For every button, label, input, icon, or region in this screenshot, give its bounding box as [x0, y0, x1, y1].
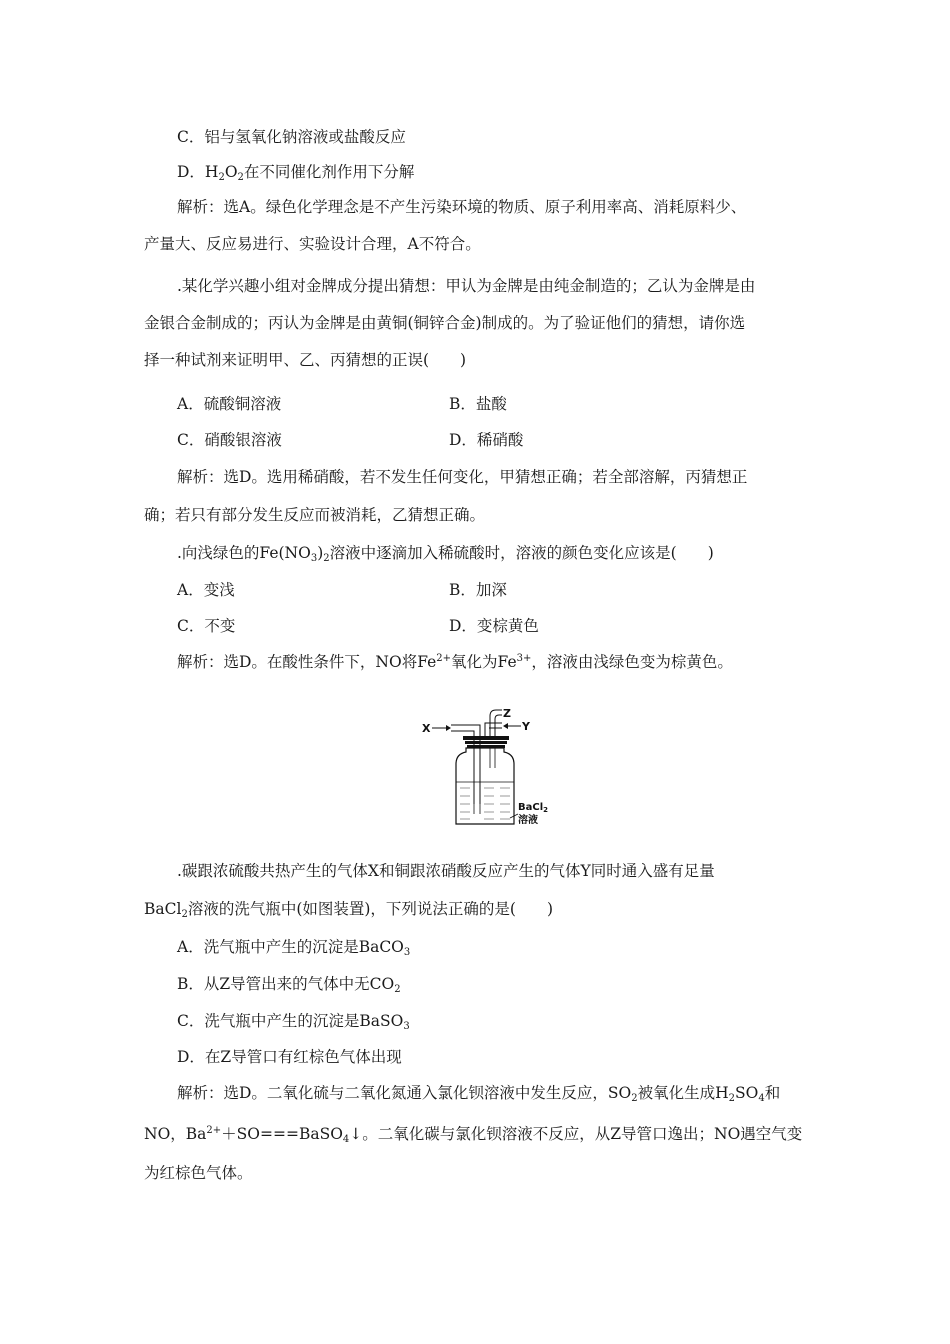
analysis-line: 解析：选D。在酸性条件下，NO将$Fe^{2+}$氧化为$Fe^{3+}$，溶液由浅绿色变为棕黄色。 [177, 653, 733, 671]
option-d: D．稀硝酸 [449, 431, 524, 449]
label-z: Z [503, 707, 511, 720]
analysis-line: 解析：选D。选用稀硝酸，若不发生任何变化，甲猜想正确；若全部溶解，丙猜想正 [177, 468, 748, 486]
question-stem: .某化学兴趣小组对金牌成分提出猜想：甲认为金牌是由纯金制造的；乙认为金牌是由 [177, 277, 756, 295]
analysis-line: 确；若只有部分发生反应而被消耗，乙猜想正确。 [144, 506, 486, 524]
label-y: Y [522, 720, 530, 733]
label-solution: 溶液 [518, 815, 538, 826]
label-reagent: BaCl$_2$ [518, 802, 549, 814]
option-c: C．铝与氢氧化钠溶液或盐酸反应 [177, 128, 406, 146]
question-stem: 择一种试剂来证明甲、乙、丙猜想的正误( ) [144, 351, 467, 369]
option-d: D．变棕黄色 [449, 617, 539, 635]
question-stem: .碳跟浓硫酸共热产生的气体X和铜跟浓硝酸反应产生的气体Y同时通入盛有足量 [177, 862, 715, 880]
option-b: B．盐酸 [449, 395, 507, 413]
analysis-line: NO，$Ba^{2+}+SO===BaSO_4↓$。二氧化碳与氯化钡溶液不反应，从Z导管口逸出；NO遇空气变 [144, 1125, 803, 1145]
analysis-line: 为红棕色气体。 [144, 1164, 253, 1182]
option-d: D．在Z导管口有红棕色气体出现 [177, 1048, 402, 1066]
analysis-line: 解析：选D。二氧化硫与二氧化氮通入氯化钡溶液中发生反应，$SO_2$被氧化生成$H_2SO_4$和 [177, 1084, 781, 1104]
analysis-line: 解析：选A。绿色化学理念是不产生污染环境的物质、原子利用率高、消耗原料少、 [177, 198, 747, 216]
option-b: B．加深 [449, 581, 507, 599]
option-a: A．变浅 [177, 581, 235, 599]
question-stem: .向浅绿色的$Fe(NO_3)_2$溶液中逐滴加入稀硫酸时，溶液的颜色变化应该是( ) [177, 544, 714, 564]
option-c: C．硝酸银溶液 [177, 431, 282, 449]
option-c: C．洗气瓶中产生的沉淀是BaSO$_3$ [177, 1012, 410, 1032]
label-x: X [422, 722, 431, 735]
option-d: D．$H_2O_2$在不同催化剂作用下分解 [177, 163, 415, 183]
option-c: C．不变 [177, 617, 236, 635]
option-a: A．洗气瓶中产生的沉淀是BaCO$_3$ [177, 938, 411, 958]
gas-washing-bottle-diagram [418, 706, 558, 834]
option-a: A．硫酸铜溶液 [177, 395, 282, 413]
question-stem: BaCl$_2$溶液的洗气瓶中(如图装置)，下列说法正确的是( ) [144, 900, 554, 920]
question-stem: 金银合金制成的；丙认为金牌是由黄铜(铜锌合金)制成的。为了验证他们的猜想，请你选 [144, 314, 746, 332]
option-b: B．从Z导管出来的气体中无$CO_2$ [177, 975, 401, 995]
analysis-line: 产量大、反应易进行、实验设计合理，A不符合。 [144, 235, 481, 253]
